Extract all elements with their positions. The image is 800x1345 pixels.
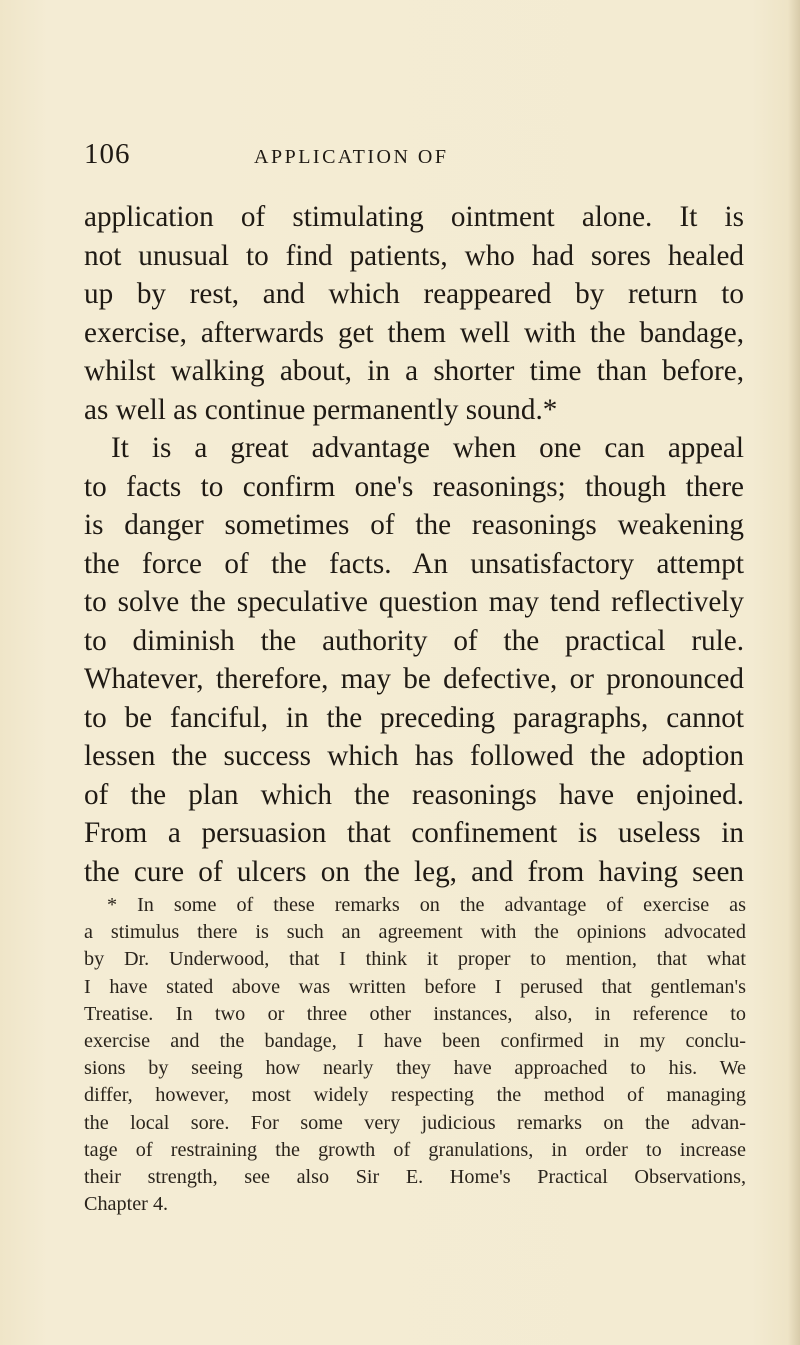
footnote-line: by Dr. Underwood, that I think it proper to mention, that what (84, 948, 746, 971)
footnote-line: their strength, see also Sir E. Home's Practical Observations, (84, 1165, 746, 1188)
body-line: application of stimulating ointment alone. It is (84, 201, 744, 233)
body-line: It is a great advantage when one can appeal (111, 432, 744, 464)
page-edge-shadow (788, 0, 800, 1345)
footnote (84, 892, 746, 1218)
footnote-line: differ, however, most widely respecting the method of managing (84, 1084, 746, 1107)
body-line: the force of the facts. An unsatisfactory attempt (84, 547, 744, 580)
body-line: is danger sometimes of the reasonings weakening (84, 509, 744, 541)
body-line: to solve the speculative question may tend reflectively (84, 586, 744, 618)
footnote-line: * In some of these remarks on the advantage of exercise as (107, 894, 746, 916)
body-line: to diminish the authority of the practical rule. (84, 624, 744, 657)
footnote-line: the local sore. For some very judicious remarks on the advan- (84, 1111, 746, 1134)
footnote-line: sions by seeing how nearly they have approached to his. We (84, 1057, 746, 1080)
footnote-line: I have stated above was written before I perused that gentleman's (84, 975, 746, 998)
footnote-line: tage of restraining the growth of granulations, in order to increase (84, 1138, 746, 1161)
body-line: the cure of ulcers on the leg, and from having seen (84, 855, 744, 888)
footnote-line: exercise and the bandage, I have been confirmed in my conclu- (84, 1029, 746, 1052)
footnote-line: Chapter 4. (84, 1193, 169, 1216)
body-line: lessen the success which has followed the adoption (84, 740, 744, 772)
page-number: 106 (84, 138, 131, 170)
body-line: as well as continue permanently sound.* (84, 393, 558, 426)
footnote-line: Treatise. In two or three other instances, also, in reference to (84, 1002, 746, 1025)
running-head: APPLICATION OF (254, 146, 449, 168)
body-line: Whatever, therefore, may be defective, or pronounced (84, 663, 744, 695)
footnote-line: a stimulus there is such an agreement with the opinions advocated (84, 921, 746, 944)
page-header (84, 138, 744, 178)
body-line: to be fanciful, in the preceding paragraphs, cannot (84, 701, 744, 734)
body-line: of the plan which the reasonings have enjoined. (84, 778, 744, 811)
body-line: not unusual to find patients, who had sores healed (84, 239, 744, 272)
body-line: whilst walking about, in a shorter time than before, (84, 355, 744, 387)
body-line: exercise, afterwards get them well with the bandage, (84, 316, 744, 349)
body-line: up by rest, and which reappeared by return to (84, 278, 744, 310)
body-text (84, 198, 744, 891)
body-line: to facts to confirm one's reasonings; though there (84, 470, 744, 503)
body-line: From a persuasion that confinement is useless in (84, 817, 744, 849)
